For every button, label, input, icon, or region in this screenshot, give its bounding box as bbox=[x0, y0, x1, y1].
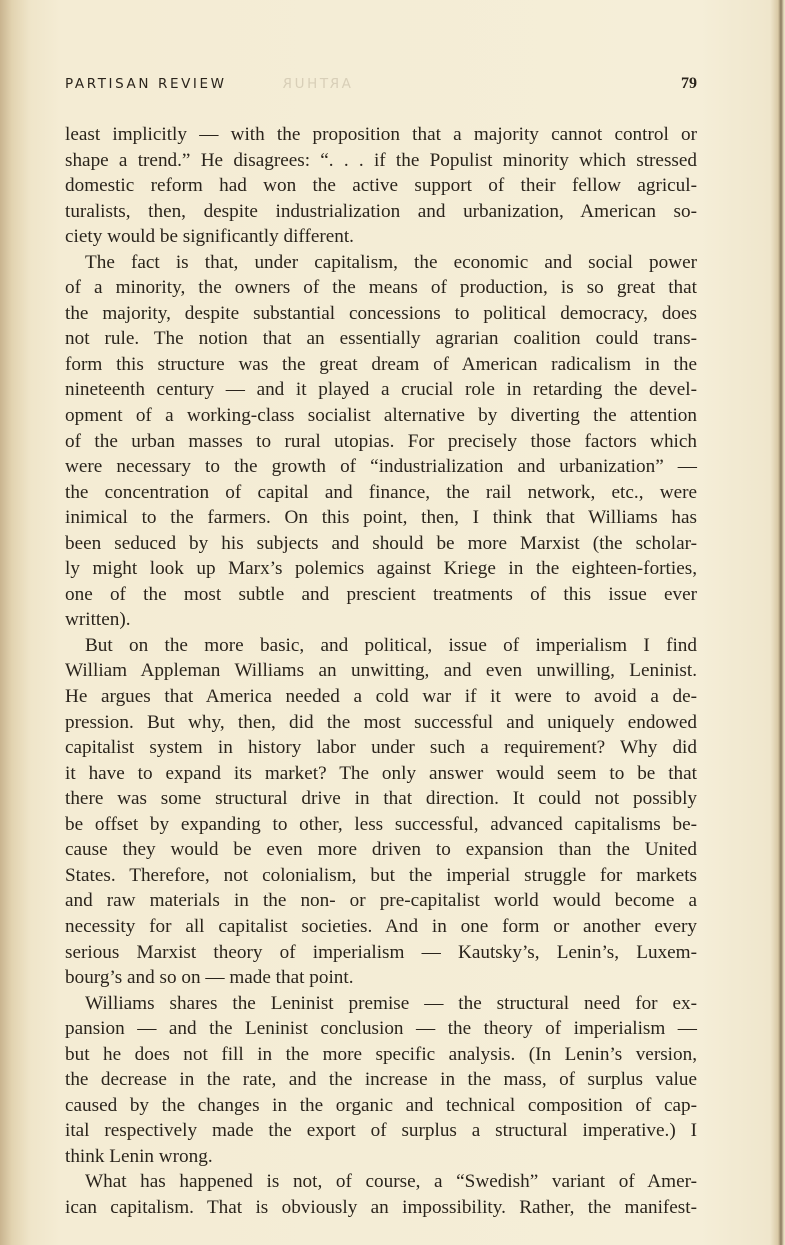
text-line: serious Marxist theory of imperialism — Kautsky’s, Lenin’s, Luxem- bbox=[65, 941, 697, 963]
text-line: the concentration of capital and finance, the rail network, etc., were bbox=[65, 481, 697, 503]
text-line: nineteenth century — and it played a crucial role in retarding the devel- bbox=[65, 379, 697, 401]
text-line: been seduced by his subjects and should be more Marxist (the scholar- bbox=[65, 532, 697, 554]
running-head: PARTISAN REVIEW bbox=[65, 76, 227, 92]
text-line: there was some structural drive in that direction. It could not possibly bbox=[65, 788, 697, 810]
text-line: caused by the changes in the organic and technical composition of cap- bbox=[65, 1094, 697, 1116]
text-line: ciety would be significantly different. bbox=[65, 226, 354, 248]
text-line: William Appleman Williams an unwitting, and even unwilling, Leninist. bbox=[65, 660, 697, 682]
text-line: pansion — and the Leninist conclusion — the theory of imperialism — bbox=[65, 1018, 697, 1040]
show-through-text: ARTHUR bbox=[280, 76, 351, 92]
text-line: of a minority, the owners of the means of production, is so great that bbox=[65, 277, 697, 299]
page-number: 79 bbox=[681, 75, 697, 92]
text-line: pression. But why, then, did the most successful and uniquely endowed bbox=[65, 711, 697, 733]
text-line: think Lenin wrong. bbox=[65, 1145, 213, 1167]
text-line: ital respectively made the export of surplus a structural imperative.) I bbox=[65, 1120, 697, 1142]
text-line: inimical to the farmers. On this point, then, I think that Williams has bbox=[65, 507, 697, 529]
text-line: turalists, then, despite industrialization and urbanization, American so- bbox=[65, 200, 697, 222]
page-header bbox=[65, 76, 697, 100]
text-line: cause they would be even more driven to expansion than the United bbox=[65, 839, 697, 861]
text-line: ly might look up Marx’s polemics against Kriege in the eighteen-forties, bbox=[65, 558, 697, 580]
text-line: What has happened is not, of course, a “Swedish” variant of Amer- bbox=[85, 1171, 697, 1193]
text-line: capitalist system in history labor under such a requirement? Why did bbox=[65, 737, 697, 759]
text-line: shape a trend.” He disagrees: “. . . if the Populist minority which stressed bbox=[65, 149, 697, 171]
text-line: domestic reform had won the active support of their fellow agricul- bbox=[65, 175, 697, 197]
text-line: the decrease in the rate, and the increase in the mass, of surplus value bbox=[65, 1069, 697, 1091]
text-line: written). bbox=[65, 609, 131, 631]
text-line: the majority, despite substantial concessions to political democracy, does bbox=[65, 302, 697, 324]
text-line: and raw materials in the non- or pre-capitalist world would become a bbox=[65, 890, 697, 912]
text-line: it have to expand its market? The only answer would seem to be that bbox=[65, 762, 697, 784]
text-line: States. Therefore, not colonialism, but the imperial struggle for markets bbox=[65, 864, 697, 886]
text-line: But on the more basic, and political, issue of imperialism I find bbox=[85, 634, 697, 656]
text-line: not rule. The notion that an essentially agrarian coalition could trans- bbox=[65, 328, 697, 350]
text-line: He argues that America needed a cold war if it were to avoid a de- bbox=[65, 686, 697, 708]
text-line: but he does not fill in the more specific analysis. (In Lenin’s version, bbox=[65, 1043, 697, 1065]
text-line: Williams shares the Leninist premise — the structural need for ex- bbox=[85, 992, 697, 1014]
text-line: form this structure was the great dream of American radicalism in the bbox=[65, 353, 697, 375]
text-line: opment of a working-class socialist alternative by diverting the attention bbox=[65, 405, 697, 427]
body-text bbox=[65, 122, 697, 1221]
text-line: least implicitly — with the proposition that a majority cannot control or bbox=[65, 124, 697, 145]
text-line: be offset by expanding to other, less successful, advanced capitalisms be- bbox=[65, 813, 697, 835]
text-line: bourg’s and so on — made that point. bbox=[65, 967, 354, 989]
text-line: The fact is that, under capitalism, the economic and social power bbox=[85, 251, 697, 273]
text-line: ican capitalism. That is obviously an impossibility. Rather, the manifest- bbox=[65, 1196, 697, 1218]
text-line: of the urban masses to rural utopias. For precisely those factors which bbox=[65, 430, 697, 452]
text-line: were necessary to the growth of “industrialization and urbanization” — bbox=[65, 456, 697, 478]
text-line: necessity for all capitalist societies. And in one form or another every bbox=[65, 915, 697, 937]
text-line: one of the most subtle and prescient treatments of this issue ever bbox=[65, 583, 697, 605]
